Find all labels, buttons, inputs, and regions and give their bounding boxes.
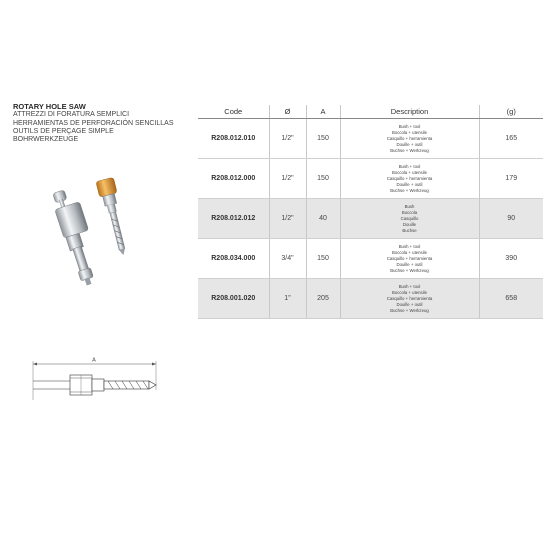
desc-line: Douille + outil: [396, 301, 423, 307]
cell-description: [340, 239, 479, 279]
dimension-drawing: [28, 356, 163, 408]
desc-line: Douille + outil: [396, 261, 423, 267]
desc-line: Boccola + utensile: [392, 169, 427, 175]
table-row: [198, 239, 543, 279]
desc-line: Bush + tool: [398, 243, 421, 249]
cell-diameter: 1/2": [269, 199, 306, 239]
product-photo: [28, 172, 163, 297]
cell-code: R208.012.000: [198, 159, 269, 199]
cell-diameter: 1": [269, 279, 306, 319]
desc-line: Casquillo + herramienta: [386, 255, 433, 261]
cell-description: [340, 159, 479, 199]
cell-diameter: 3/4": [269, 239, 306, 279]
desc-line: Douille + outil: [396, 141, 423, 147]
desc-line: Buchse + Werkzeug: [390, 267, 429, 273]
cell-description: [340, 119, 479, 159]
title-translation-it: ATTREZZI DI FORATURA SEMPLICI: [13, 111, 130, 119]
dimension-label: A: [92, 357, 96, 364]
table-row: [198, 119, 543, 159]
table-row: [198, 279, 543, 319]
cell-weight: 165: [479, 119, 543, 159]
cell-weight: 390: [479, 239, 543, 279]
product-title: ROTARY HOLE SAW: [13, 102, 86, 111]
header-a: A: [306, 105, 340, 119]
cell-weight: 90: [479, 199, 543, 239]
desc-line: Douille: [402, 221, 417, 227]
large-rotary-tool: [50, 186, 105, 287]
desc-line: Bush: [404, 203, 415, 209]
title-translation-fr: OUTILS DE PERÇAGE SIMPLE: [13, 127, 114, 135]
desc-line: Boccola: [401, 209, 418, 215]
cell-weight: 179: [479, 159, 543, 199]
cell-code: R208.012.012: [198, 199, 269, 239]
small-rotary-tool: [96, 177, 132, 257]
table-row: [198, 199, 543, 239]
cell-code: R208.001.020: [198, 279, 269, 319]
desc-line: Boccola + utensile: [392, 289, 427, 295]
desc-line: Casquillo + herramienta: [386, 135, 433, 141]
title-translation-es: HERRAMIENTAS DE PERFORACIÓN SENCILLAS: [13, 119, 174, 127]
cell-code: R208.012.010: [198, 119, 269, 159]
desc-line: Douille + outil: [396, 181, 423, 187]
title-translation-de: BOHRWERKZEUGE: [13, 136, 79, 144]
desc-line: Boccola + utensile: [392, 249, 427, 255]
cell-a: 40: [306, 199, 340, 239]
cell-a: 205: [306, 279, 340, 319]
table-header-row: [198, 105, 543, 119]
desc-line: Buchse: [402, 227, 417, 233]
cell-a: 150: [306, 119, 340, 159]
desc-line: Bush + tool: [398, 123, 421, 129]
cell-weight: 658: [479, 279, 543, 319]
cell-description: [340, 199, 479, 239]
header-diameter: Ø: [269, 105, 306, 119]
spec-table: [198, 105, 543, 319]
desc-line: Casquillo: [400, 215, 419, 221]
cell-a: 150: [306, 239, 340, 279]
cell-a: 150: [306, 159, 340, 199]
header-code: Code: [198, 105, 269, 119]
desc-line: Bush + tool: [398, 163, 421, 169]
desc-line: Bush + tool: [398, 283, 421, 289]
product-title-block: [13, 103, 198, 144]
desc-line: Buchse + Werkzeug: [390, 307, 429, 313]
desc-line: Casquillo + herramienta: [386, 295, 433, 301]
table-row: [198, 159, 543, 199]
cell-code: R208.034.000: [198, 239, 269, 279]
desc-line: Casquillo + herramienta: [386, 175, 433, 181]
header-weight: (g): [479, 105, 543, 119]
header-description: Description: [340, 105, 479, 119]
cell-diameter: 1/2": [269, 119, 306, 159]
desc-line: Buchse + Werkzeug: [390, 147, 429, 153]
desc-line: Boccola + utensile: [392, 129, 427, 135]
cell-description: [340, 279, 479, 319]
desc-line: Buchse + Werkzeug: [390, 187, 429, 193]
cell-diameter: 1/2": [269, 159, 306, 199]
